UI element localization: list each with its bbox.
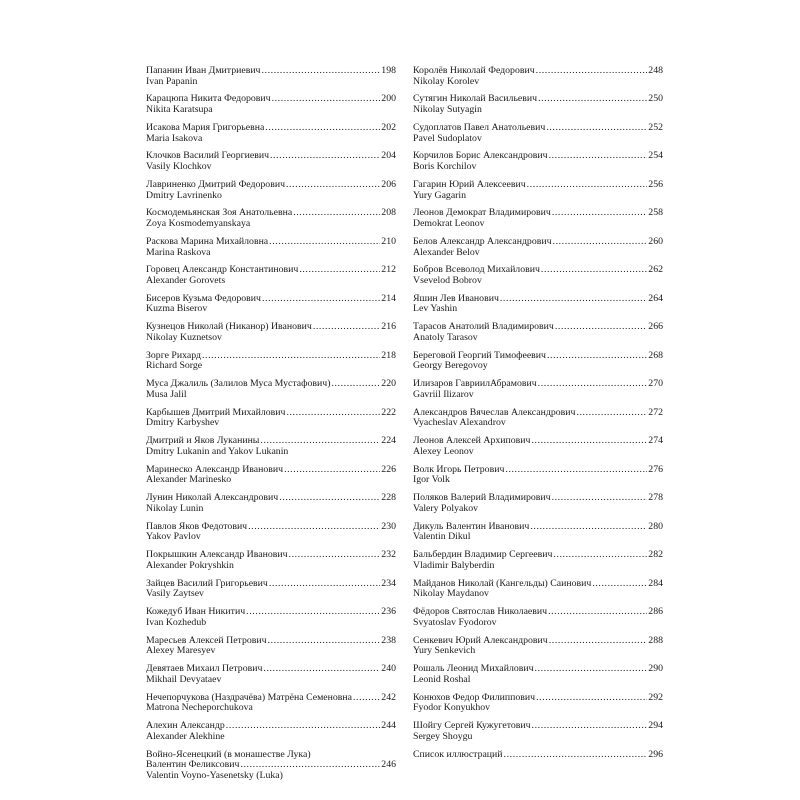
toc-leader-dots <box>226 721 381 732</box>
toc-entry-russian-name: Рошаль Леонид Михайлович <box>413 663 534 675</box>
toc-entry <box>146 237 396 258</box>
toc-entry-page-number: 224 <box>381 435 396 447</box>
toc-entry-russian-name: Корчилов Борис Александрович <box>413 150 548 162</box>
toc-entry <box>413 436 663 457</box>
toc-leader-dots <box>248 522 380 533</box>
toc-entry-page-number: 228 <box>381 492 396 504</box>
toc-entry-english-name: Ivan Kozhedub <box>146 616 207 628</box>
toc-entry-page-number: 238 <box>381 634 396 646</box>
toc-leader-dots <box>289 550 381 561</box>
toc-leader-dots <box>532 721 648 732</box>
toc-entry-page-number: 252 <box>648 121 663 133</box>
toc-entry-russian-name: Маринеско Александр Иванович <box>146 463 284 475</box>
toc-leader-dots <box>269 237 380 248</box>
toc-entry-russian-name: Дмитрий и Яков Луканины <box>146 435 260 447</box>
toc-entry-english-name: Nikolay Lunin <box>146 502 204 514</box>
toc-entry <box>413 180 663 201</box>
toc-entry <box>146 123 396 144</box>
toc-entry <box>146 721 396 742</box>
toc-entry-page-number: 294 <box>648 720 663 732</box>
toc-entry-page-number: 254 <box>648 150 663 162</box>
toc-entry-russian-name: Девятаев Михаил Петрович <box>146 663 263 675</box>
toc-entry <box>413 408 663 429</box>
toc-entry-english-name: Valentin Dikul <box>413 531 471 543</box>
toc-entry-russian-name: Поляков Валерий Владимирович <box>413 492 551 504</box>
toc-entry <box>413 66 663 87</box>
toc-entry <box>413 151 663 172</box>
toc-leader-dots <box>552 208 647 219</box>
toc-entry-page-number: 214 <box>381 292 396 304</box>
toc-leader-dots <box>555 322 647 333</box>
toc-entry-page-number: 284 <box>648 577 663 589</box>
toc-entry-page-number: 226 <box>381 463 396 475</box>
toc-entry <box>146 151 396 172</box>
toc-entry-english-name: Nikolay Maydanov <box>413 588 489 600</box>
toc-entry-page-number: 210 <box>381 235 396 247</box>
toc-entry <box>146 322 396 343</box>
toc-entry <box>413 522 663 543</box>
toc-entry <box>146 493 396 514</box>
toc-entry-page-number: 296 <box>648 748 663 760</box>
toc-entry-russian-name: Космодемьянская Зоя Анатольевна <box>146 207 293 219</box>
toc-entry-page-number: 244 <box>381 720 396 732</box>
toc-entry-page-number: 198 <box>381 65 396 76</box>
toc-entry-english-name: Svyatoslav Fyodorov <box>413 616 497 628</box>
toc-column-right <box>413 66 663 768</box>
toc-entry <box>146 294 396 315</box>
toc-leader-dots <box>530 522 647 533</box>
toc-entry <box>413 465 663 486</box>
toc-leader-dots <box>547 351 647 362</box>
toc-entry <box>413 721 663 742</box>
toc-entry <box>146 208 396 229</box>
toc-entry-page-number: 240 <box>381 663 396 675</box>
toc-entry <box>146 265 396 286</box>
toc-entry-page-number: 266 <box>648 321 663 333</box>
toc-entry-english-name: Dmitry Lavrinenko <box>146 189 222 201</box>
toc-entry-english-name: Anatoly Tarasov <box>413 331 478 343</box>
toc-leader-dots <box>553 550 647 561</box>
toc-entry-english-name: Valentin Voyno-Yasenetsky (Luka) <box>146 769 283 781</box>
toc-entry-english-name: Musa Jalil <box>146 388 187 400</box>
toc-entry-russian-name: Сутягин Николай Васильевич <box>413 93 538 105</box>
toc-leader-dots <box>246 607 380 618</box>
toc-entry-russian-name: Бальбердин Владимир Сергеевич <box>413 549 553 561</box>
toc-entry-page-number: 216 <box>381 321 396 333</box>
toc-entry-page-number: 290 <box>648 663 663 675</box>
toc-entry-russian-name: Бисеров Кузьма Федорович <box>146 292 261 304</box>
toc-entry <box>413 607 663 628</box>
toc-entry-russian-name: Павлов Яков Федотович <box>146 520 248 532</box>
toc-entry-page-number: 274 <box>648 435 663 447</box>
toc-leader-dots <box>263 664 380 675</box>
toc-entry-page-number: 230 <box>381 520 396 532</box>
toc-leader-dots <box>535 664 648 675</box>
toc-entry-english-name: Lev Yashin <box>413 303 458 315</box>
toc-entry <box>413 550 663 571</box>
toc-leader-dots <box>552 493 648 504</box>
toc-leader-dots <box>262 294 380 305</box>
toc-entry-english-name: Alexander Marinesko <box>146 474 232 486</box>
toc-entry <box>413 636 663 657</box>
toc-entry-page-number: 200 <box>381 93 396 105</box>
toc-entry <box>146 550 396 571</box>
toc-entry-english-name: Georgy Beregovoy <box>413 360 488 372</box>
toc-entry-english-name: Ivan Papanin <box>146 75 198 87</box>
toc-entry <box>413 351 663 372</box>
toc-entry-russian-name: Клочков Василий Георгиевич <box>146 150 269 162</box>
toc-entry-page-number: 270 <box>648 378 663 390</box>
toc-entry-english-name: Vsevelod Bobrov <box>413 274 482 286</box>
toc-entry-english-name: Yakov Pavlov <box>146 531 201 543</box>
toc-entry-english-name: Sergey Shoygu <box>413 730 473 742</box>
toc-entry-russian-name: Муса Джалиль (Залилов Муса Мустафович) <box>146 378 331 390</box>
toc-entry-english-name: Valery Polyakov <box>413 502 479 514</box>
toc-entry-page-number: 280 <box>648 520 663 532</box>
toc-entry-page-number: 258 <box>648 207 663 219</box>
toc-entry-english-name: Vasily Zaytsev <box>146 588 204 600</box>
toc-entry-english-name: Maria Isakova <box>146 132 203 144</box>
toc-entry-page-number: 276 <box>648 463 663 475</box>
toc-entry-russian-name: Лунин Николай Александрович <box>146 492 279 504</box>
toc-entry <box>413 322 663 343</box>
toc-entry-english-name: Alexey Maresyev <box>146 645 216 657</box>
toc-entry-english-name: Zoya Kosmodemyanskaya <box>146 218 251 230</box>
toc-entry-english-name: Leonid Roshal <box>413 673 471 685</box>
toc-entry-page-number: 248 <box>648 65 663 76</box>
toc-leader-dots <box>202 351 380 362</box>
toc-leader-dots <box>279 493 380 504</box>
toc-entry-page-number: 212 <box>381 264 396 276</box>
toc-entry <box>413 750 663 761</box>
toc-entry-page-number: 272 <box>648 406 663 418</box>
toc-entry-russian-name: Леонов Алексей Архипович <box>413 435 531 447</box>
toc-leader-dots <box>505 465 647 476</box>
toc-entry-page-number: 260 <box>648 235 663 247</box>
toc-entry-russian-name: Войно-Ясенецкий (в монашестве Лука) <box>146 748 311 760</box>
toc-entry-russian-name: Шойгу Сергей Кужугетович <box>413 720 531 732</box>
toc-entry-russian-name: Королёв Николай Федорович <box>413 65 535 76</box>
toc-entry <box>146 522 396 543</box>
toc-entry <box>413 579 663 600</box>
toc-entry-russian-name: Яшин Лев Иванович <box>413 292 499 304</box>
toc-entry-english-name: Alexander Alekhine <box>146 730 225 742</box>
toc-entry-english-name: Fyodor Konyukhov <box>413 702 491 714</box>
toc-entry-russian-name: Тарасов Анатолий Владимирович <box>413 321 554 333</box>
toc-entry-russian-name: Кожедуб Иван Никитич <box>146 606 246 618</box>
toc-leader-dots <box>270 151 380 162</box>
toc-leader-dots <box>286 408 380 419</box>
toc-entry <box>413 237 663 258</box>
toc-entry <box>146 750 396 782</box>
toc-leader-dots <box>500 294 647 305</box>
toc-entry <box>413 294 663 315</box>
toc-entry <box>146 351 396 372</box>
toc-entry-english-name: Marina Raskova <box>146 246 211 258</box>
toc-entry <box>146 579 396 600</box>
toc-entry-english-name: Matrona Necheporchukova <box>146 702 253 714</box>
toc-column-left <box>146 66 396 789</box>
toc-entry <box>146 607 396 628</box>
toc-leader-dots <box>286 180 380 191</box>
toc-entry-english-name: Dmitry Karbyshev <box>146 417 220 429</box>
toc-entry-russian-name: Маресьев Алексей Петрович <box>146 634 267 646</box>
toc-entry-page-number: 268 <box>648 349 663 361</box>
toc-entry-russian-name: Папанин Иван Дмитриевич <box>146 65 261 76</box>
toc-entry-russian-name: Александров Вячеслав Александрович <box>413 406 576 418</box>
toc-entry-russian-name: Раскова Марина Михайловна <box>146 235 269 247</box>
toc-entry-russian-name: Алехин Александр <box>146 720 225 732</box>
toc-entry-russian-name: Гагарин Юрий Алексеевич <box>413 178 526 190</box>
toc-entry <box>146 465 396 486</box>
toc-entry-page-number: 236 <box>381 606 396 618</box>
toc-leader-dots <box>269 579 380 590</box>
toc-entry <box>146 636 396 657</box>
toc-entry <box>146 94 396 115</box>
toc-entry <box>146 66 396 87</box>
toc-entry-page-number: 286 <box>648 606 663 618</box>
toc-leader-dots <box>536 693 647 704</box>
toc-entry-english-name: Dmitry Lukanin and Yakov Lukanin <box>146 445 289 457</box>
toc-entry-english-name: Pavel Sudoplatov <box>413 132 482 144</box>
toc-entry <box>146 693 396 714</box>
toc-entry-page-number: 242 <box>381 691 396 703</box>
toc-entry-page-number: 222 <box>381 406 396 418</box>
toc-entry-page-number: 204 <box>381 150 396 162</box>
toc-entry-russian-name: Леонов Демократ Владимирович <box>413 207 551 219</box>
toc-entry-english-name: Alexey Leonov <box>413 445 474 457</box>
toc-leader-dots <box>538 379 648 390</box>
toc-entry-page-number: 278 <box>648 492 663 504</box>
toc-entry-english-name: Nikita Karatsupa <box>146 104 213 116</box>
toc-entry-page-number: 232 <box>381 549 396 561</box>
toc-leader-dots <box>313 322 380 333</box>
toc-entry <box>413 208 663 229</box>
toc-entry-english-name: Alexander Gorovets <box>146 274 226 286</box>
toc-leader-dots <box>265 123 380 134</box>
toc-entry-english-name: Mikhail Devyataev <box>146 673 222 685</box>
toc-entry <box>413 379 663 400</box>
toc-entry-russian-name: Горовец Александр Константинович <box>146 264 299 276</box>
toc-leader-dots <box>592 579 647 590</box>
toc-entry-page-number: 220 <box>381 378 396 390</box>
toc-entry <box>146 379 396 400</box>
toc-leader-dots <box>268 636 381 647</box>
toc-entry-english-name: Vasily Klochkov <box>146 161 212 173</box>
toc-leader-dots <box>504 750 648 761</box>
toc-entry-page-number: 206 <box>381 178 396 190</box>
toc-leader-dots <box>284 465 380 476</box>
toc-entry-page-number: 288 <box>648 634 663 646</box>
toc-entry-english-name: Demokrat Leonov <box>413 218 485 230</box>
toc-entry-russian-name: Карбышев Дмитрий Михайлович <box>146 406 286 418</box>
toc-entry <box>413 493 663 514</box>
toc-entry-english-name: Igor Volk <box>413 474 450 486</box>
toc-entry-russian-name: Карацюпа Никита Федорович <box>146 93 271 105</box>
toc-entry-english-name: Nikolay Korolev <box>413 75 480 87</box>
toc-entry-title: Список иллюстраций <box>413 748 503 760</box>
toc-leader-dots <box>548 607 647 618</box>
toc-leader-dots <box>293 208 380 219</box>
toc-entry-page-number: 262 <box>648 264 663 276</box>
toc-entry-english-name: Vladimir Balyberdin <box>413 559 495 571</box>
toc-leader-dots <box>262 66 381 77</box>
toc-entry-page-number: 202 <box>381 121 396 133</box>
toc-leader-dots <box>299 265 380 276</box>
toc-entry-english-name: Kuzma Biserov <box>146 303 208 315</box>
toc-entry-russian-name: Майданов Николай (Кангельды) Саинович <box>413 577 592 589</box>
toc-leader-dots <box>541 265 647 276</box>
toc-entry-russian-name-cont: Валентин Феликсович <box>146 759 240 771</box>
toc-entry-page-number: 256 <box>648 178 663 190</box>
toc-entry <box>146 436 396 457</box>
toc-entry-russian-name: Фёдоров Святослав Николаевич <box>413 606 548 618</box>
toc-entry-russian-name: Кузнецов Николай (Никанор) Иванович <box>146 321 312 333</box>
toc-leader-dots <box>549 636 648 647</box>
toc-leader-dots <box>536 66 648 77</box>
toc-entry-page-number: 292 <box>648 691 663 703</box>
toc-entry-page-number: 250 <box>648 93 663 105</box>
toc-entry-english-name: Yury Senkevich <box>413 645 476 657</box>
toc-leader-dots <box>576 408 647 419</box>
toc-entry-russian-name: Волк Игорь Петрович <box>413 463 505 475</box>
toc-entry <box>146 180 396 201</box>
toc-entry <box>146 664 396 685</box>
toc-entry-english-name: Boris Korchilov <box>413 161 477 173</box>
toc-entry-russian-name: Дикуль Валентин Иванович <box>413 520 530 532</box>
toc-entry <box>413 94 663 115</box>
toc-entry <box>413 693 663 714</box>
toc-leader-dots <box>553 237 648 248</box>
toc-entry-english-name: Richard Sorge <box>146 360 203 372</box>
toc-leader-dots <box>353 693 380 704</box>
toc-leader-dots <box>546 123 647 134</box>
toc-entry <box>413 265 663 286</box>
toc-leader-dots <box>531 436 647 447</box>
toc-leader-dots <box>527 180 648 191</box>
toc-entry-english-name: Yury Gagarin <box>413 189 467 201</box>
toc-entry-russian-name: Лавриненко Дмитрий Федорович <box>146 178 285 190</box>
toc-entry-russian-name: Береговой Георгий Тимофеевич <box>413 349 546 361</box>
toc-entry <box>146 408 396 429</box>
toc-entry-russian-name: Покрышкин Александр Иванович <box>146 549 288 561</box>
toc-entry-english-name: Gavriil Ilizarov <box>413 388 474 400</box>
toc-leader-dots <box>272 94 381 105</box>
toc-entry-russian-name: Судоплатов Павел Анатольевич <box>413 121 546 133</box>
toc-entry-page-number: 234 <box>381 577 396 589</box>
toc-entry-english-name: Nikolay Sutyagin <box>413 104 482 116</box>
toc-entry-english-name: Alexander Pokryshkin <box>146 559 234 571</box>
toc-entry-russian-name: Зайцев Василий Григорьевич <box>146 577 268 589</box>
toc-entry-russian-name: Зорге Рихард <box>146 349 201 361</box>
toc-entry-russian-name: Илизаров ГавриилАбрамович <box>413 378 537 390</box>
toc-entry-russian-name: Сенкевич Юрий Александрович <box>413 634 548 646</box>
toc-entry-russian-name: Нечепорчукова (Наздрачёва) Матрёна Семеновна <box>146 691 352 703</box>
toc-entry <box>413 123 663 144</box>
toc-entry-english-name: Vyacheslav Alexandrov <box>413 417 506 429</box>
toc-entry-page-number: 208 <box>381 207 396 219</box>
toc-entry-english-name: Nikolay Kuznetsov <box>146 331 222 343</box>
toc-leader-dots <box>331 379 380 390</box>
toc-leader-dots <box>549 151 648 162</box>
toc-leader-dots <box>538 94 647 105</box>
toc-entry <box>413 664 663 685</box>
toc-entry-english-name: Alexander Belov <box>413 246 480 258</box>
toc-entry-russian-name: Бобров Всеволод Михайлович <box>413 264 540 276</box>
toc-entry-russian-name: Белов Александр Александрович <box>413 235 552 247</box>
toc-entry-page-number: 264 <box>648 292 663 304</box>
toc-entry-russian-name: Конюхов Федор Филиппович <box>413 691 536 703</box>
toc-entry-page-number: 246 <box>381 759 396 771</box>
toc-entry-page-number: 282 <box>648 549 663 561</box>
toc-entry-page-number: 218 <box>381 349 396 361</box>
toc-entry-russian-name: Исакова Мария Григорьевна <box>146 121 265 133</box>
